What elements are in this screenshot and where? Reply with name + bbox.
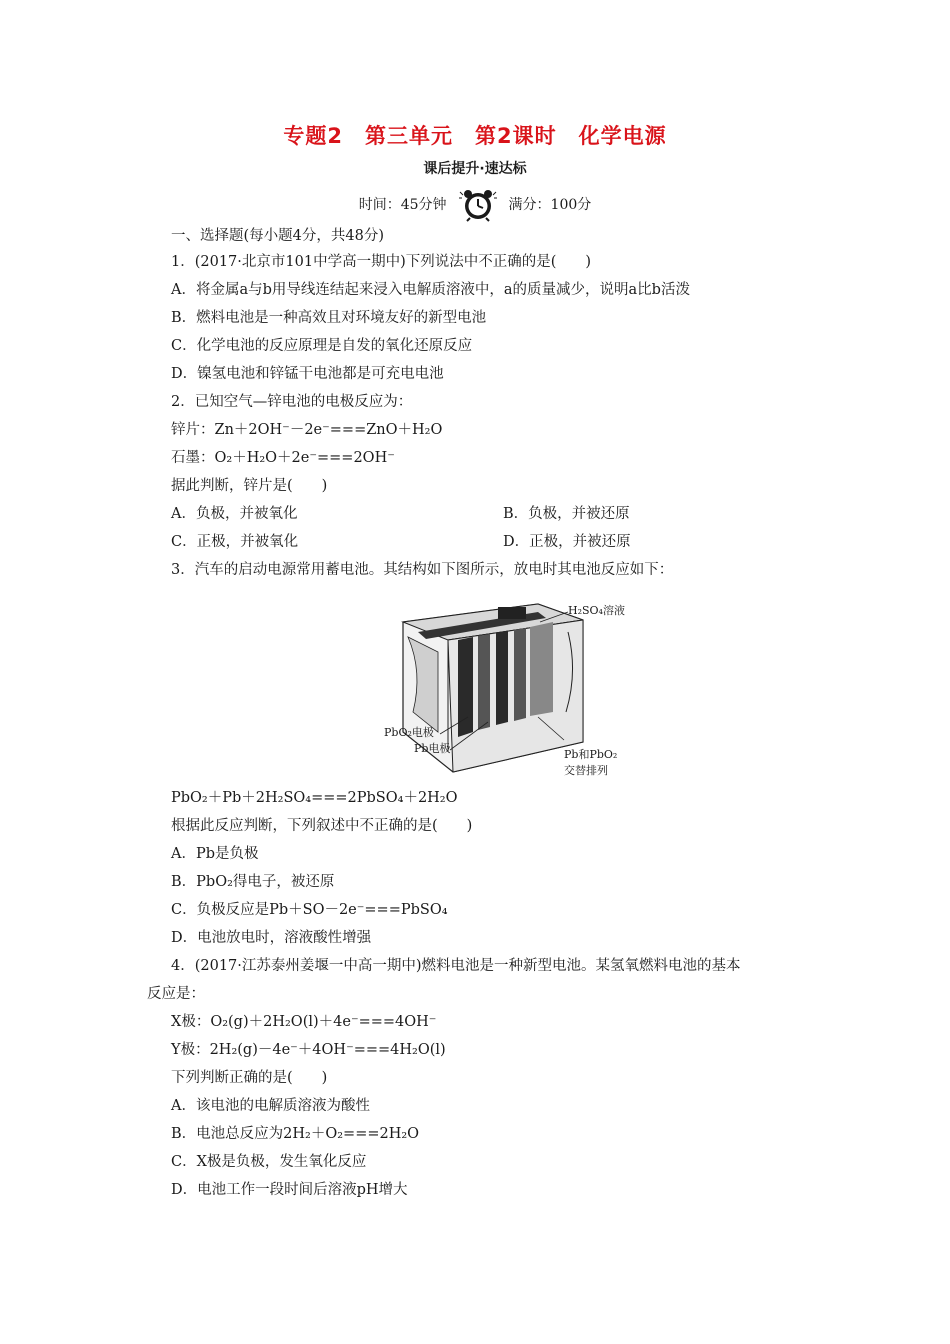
section-heading: 一、选择题(每小题4分，共48分): [171, 228, 384, 244]
question-1-stem: 1．(2017·北京市101中学高一期中)下列说法中不正确的是( ): [171, 254, 592, 270]
question-1-option-b[interactable]: B．燃料电池是一种高效且对环境友好的新型电池: [171, 310, 487, 326]
question-3-option-a[interactable]: A．Pb是负极: [171, 846, 259, 862]
time-score-bar: [0, 184, 950, 224]
label-alternating-1: Pb和PbO₂: [564, 748, 618, 761]
question-4-option-b[interactable]: B．电池总反应为2H₂＋O₂===2H₂O: [171, 1126, 420, 1142]
question-4-stem: 4．(2017·江苏泰州姜堰一中高一期中)燃料电池是一种新型电池。某氢氧燃料电池的基本: [171, 958, 741, 974]
alarm-clock-icon: [457, 186, 499, 222]
question-4-prompt: 下列判断正确的是( ): [171, 1070, 328, 1086]
question-2-option-c[interactable]: C．正极，并被氧化: [171, 534, 299, 550]
question-4-line-y: Y极：2H₂(g)－4e⁻＋4OH⁻===4H₂O(l): [171, 1042, 446, 1058]
question-4-option-c[interactable]: C．X极是负极，发生氧化反应: [171, 1154, 367, 1170]
question-4-option-a[interactable]: A．该电池的电解质溶液为酸性: [171, 1098, 370, 1114]
page-title: 专题2 第三单元 第2课时 化学电源: [283, 124, 667, 148]
question-3-option-c[interactable]: C．负极反应是Pb＋SO－2e⁻===PbSO₄: [171, 902, 448, 918]
question-4-line-x: X极：O₂(g)＋2H₂O(l)＋4e⁻===4OH⁻: [171, 1014, 437, 1030]
question-2-option-b[interactable]: B．负极，并被还原: [503, 506, 630, 522]
score-label: 满分：100分: [508, 197, 592, 213]
question-2-option-a[interactable]: A．负极，并被氧化: [171, 506, 298, 522]
label-h2so4-solution: H₂SO₄溶液: [568, 604, 625, 617]
question-1-option-c[interactable]: C．化学电池的反应原理是自发的氧化还原反应: [171, 338, 473, 354]
label-pbo2-electrode: PbO₂电极: [384, 726, 434, 739]
question-1-option-a[interactable]: A．将金属a与b用导线连结起来浸入电解质溶液中，a的质量减少，说明a比b活泼: [171, 282, 690, 298]
question-2-line-graphite: 石墨：O₂＋H₂O＋2e⁻===2OH⁻: [171, 450, 395, 466]
question-2-prompt: 据此判断，锌片是( ): [171, 478, 328, 494]
question-2-stem: 2．已知空气—锌电池的电极反应为：: [171, 394, 413, 410]
page-subtitle: 课后提升·速达标: [423, 161, 527, 177]
lead-acid-battery-figure: [378, 592, 648, 782]
label-alternating-2: 交替排列: [564, 764, 608, 777]
label-pb-electrode: Pb电极: [414, 742, 451, 755]
question-3-prompt: 根据此反应判断，下列叙述中不正确的是( ): [171, 818, 473, 834]
question-4-stem-cont: 反应是：: [147, 986, 205, 1002]
question-1-option-d[interactable]: D．镍氢电池和锌锰干电池都是可充电电池: [171, 366, 444, 382]
question-3-option-d[interactable]: D．电池放电时，溶液酸性增强: [171, 930, 372, 946]
question-3-stem: 3．汽车的启动电源常用蓄电池。其结构如下图所示，放电时其电池反应如下：: [171, 562, 674, 578]
question-2-option-d[interactable]: D．正极，并被还原: [503, 534, 631, 550]
question-3-option-b[interactable]: B．PbO₂得电子，被还原: [171, 874, 335, 890]
time-label: 时间：45分钟: [358, 197, 447, 213]
question-4-option-d[interactable]: D．电池工作一段时间后溶液pH增大: [171, 1182, 408, 1198]
question-3-equation: PbO₂＋Pb＋2H₂SO₄===2PbSO₄＋2H₂O: [171, 790, 458, 806]
question-2-line-zinc: 锌片：Zn＋2OH⁻－2e⁻===ZnO＋H₂O: [171, 422, 443, 438]
